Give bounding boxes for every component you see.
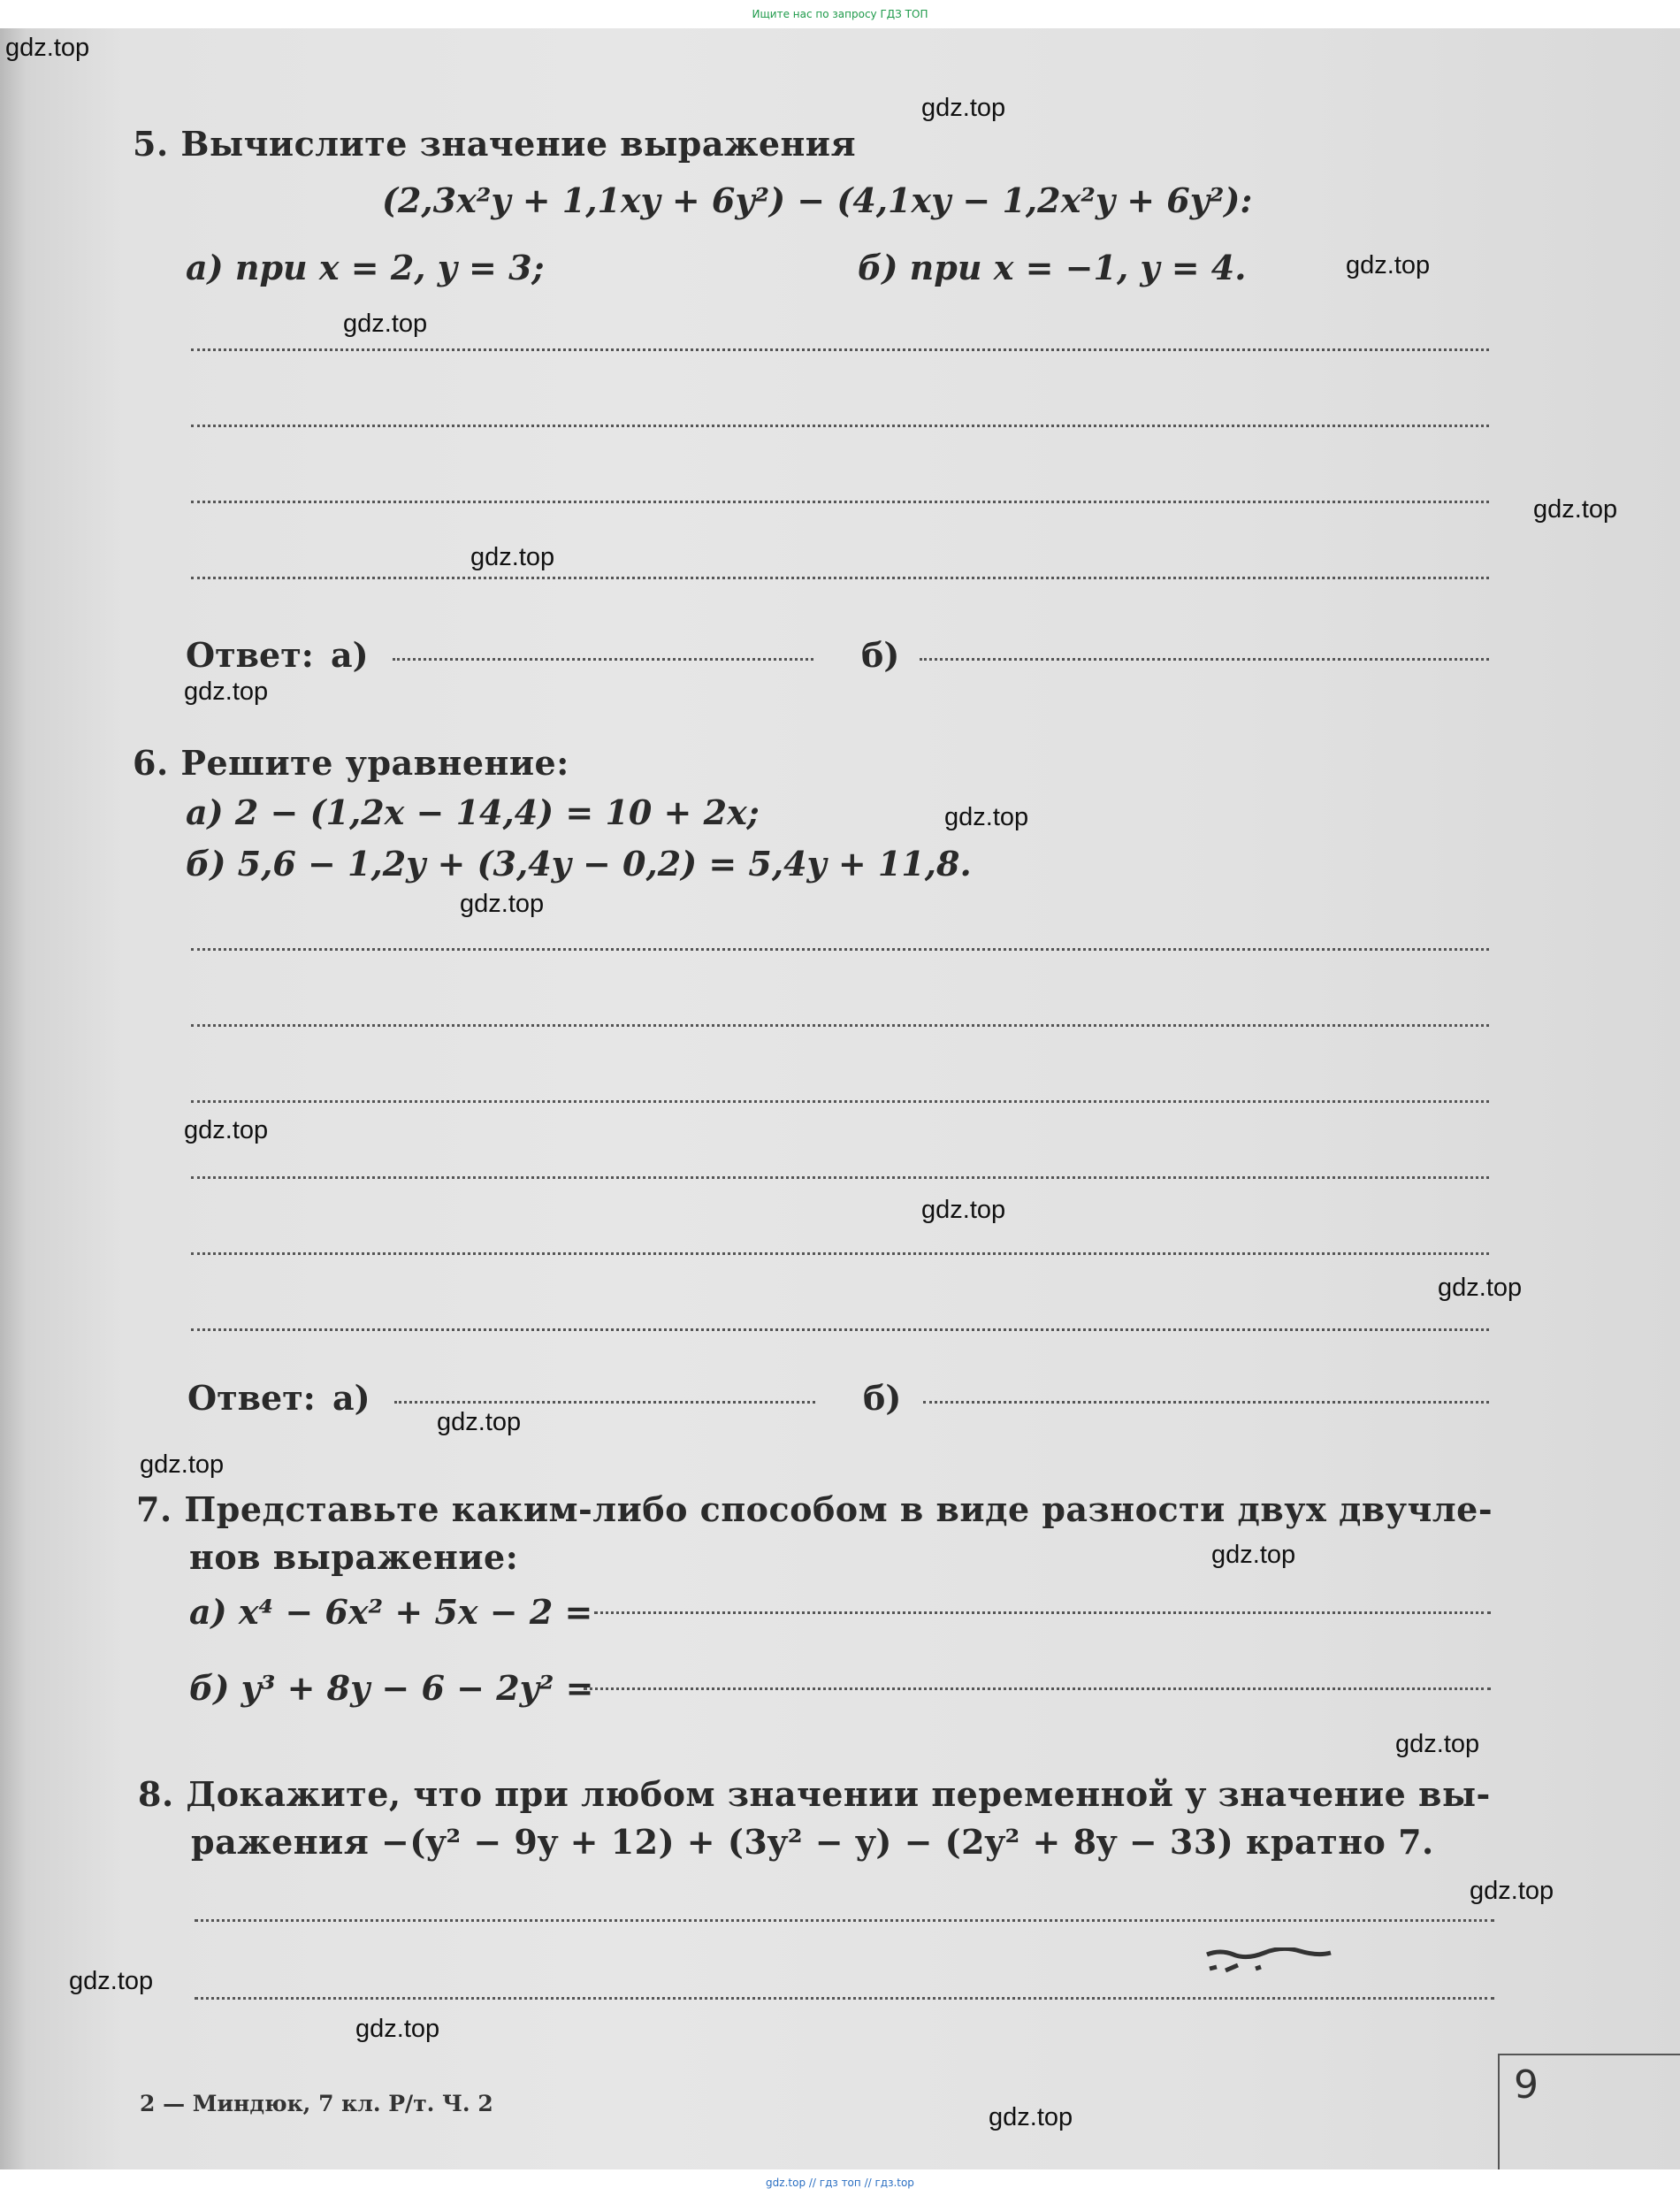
- task5-answer-b-line[interactable]: [920, 658, 1489, 661]
- watermark: gdz.top: [437, 1408, 522, 1436]
- watermark: gdz.top: [1533, 495, 1618, 524]
- page-number: 9: [1514, 2062, 1539, 2108]
- task5-expression: (2,3x²y + 1,1xy + 6y²) − (4,1xy − 1,2x²y + 6y²):: [382, 180, 1253, 220]
- answer-line[interactable]: [191, 1176, 1489, 1179]
- task6-answer-b-line[interactable]: [923, 1401, 1489, 1404]
- watermark: gdz.top: [1470, 1877, 1554, 1905]
- task7-part-a-line[interactable]: [594, 1611, 1491, 1614]
- task5-title: 5. Вычислите значение выражения: [133, 124, 857, 164]
- task5-answer-label: Ответ:: [186, 635, 314, 675]
- top-banner: Ищите нас по запросу ГДЗ ТОП: [0, 0, 1680, 28]
- page-number-frame-left: [1498, 2054, 1500, 2169]
- task8-line2: ражения −(y² − 9y + 12) + (3y² − y) − (2y² + 8y − 33) кратно 7.: [191, 1822, 1434, 1862]
- answer-line[interactable]: [191, 1100, 1489, 1103]
- bottom-banner: gdz.top // гдз топ // гдз.top: [0, 2169, 1680, 2196]
- answer-line[interactable]: [195, 1919, 1494, 1922]
- watermark: gdz.top: [355, 2015, 440, 2043]
- task6-part-a: а) 2 − (1,2x − 14,4) = 10 + 2x;: [186, 792, 760, 832]
- watermark: gdz.top: [69, 1967, 154, 1995]
- workbook-page: [0, 28, 1680, 2169]
- watermark: gdz.top: [343, 310, 428, 338]
- task5-answer-b-label: б): [861, 635, 900, 675]
- task6-title: 6. Решите уравнение:: [133, 743, 569, 783]
- watermark: gdz.top: [921, 94, 1006, 122]
- task7-part-a: а) x⁴ − 6x² + 5x − 2 =: [189, 1592, 593, 1632]
- answer-line[interactable]: [191, 1024, 1489, 1027]
- task7-part-b: б) y³ + 8y − 6 − 2y² =: [189, 1668, 594, 1708]
- task5-part-a: а) при x = 2, y = 3;: [186, 248, 545, 287]
- watermark: gdz.top: [184, 1116, 269, 1144]
- task6-part-b: б) 5,6 − 1,2y + (3,4y − 0,2) = 5,4y + 11,8.: [186, 844, 972, 884]
- answer-line[interactable]: [191, 1252, 1489, 1255]
- task6-answer-label: Ответ:: [187, 1378, 316, 1418]
- answer-line[interactable]: [191, 577, 1489, 579]
- watermark: gdz.top: [989, 2103, 1073, 2131]
- answer-line[interactable]: [191, 348, 1489, 351]
- watermark: gdz.top: [460, 890, 545, 918]
- watermark: gdz.top: [184, 677, 269, 706]
- task7-title-line1: 7. Представьте каким-либо способом в виде разности двух двучле-: [136, 1489, 1493, 1529]
- watermark: gdz.top: [140, 1450, 225, 1479]
- task6-answer-a-line[interactable]: [394, 1401, 815, 1404]
- answer-line[interactable]: [191, 948, 1489, 951]
- task6-answer-b-label: б): [863, 1378, 902, 1418]
- task6-answer-a-label: а): [332, 1378, 370, 1418]
- book-footer: 2 — Миндюк, 7 кл. Р/т. Ч. 2: [140, 2091, 493, 2116]
- task7-title-line2: нов выражение:: [189, 1537, 519, 1577]
- task5-part-b: б) при x = −1, y = 4.: [858, 248, 1247, 287]
- ink-smudge: [1203, 1947, 1335, 1979]
- answer-line[interactable]: [191, 425, 1489, 427]
- task5-answer-a-label: а): [331, 635, 369, 675]
- watermark: gdz.top: [1395, 1730, 1480, 1758]
- answer-line[interactable]: [191, 1328, 1489, 1331]
- task5-answer-a-line[interactable]: [393, 658, 813, 661]
- watermark: gdz.top: [921, 1196, 1006, 1224]
- watermark: gdz.top: [5, 34, 90, 62]
- task7-part-b-line[interactable]: [584, 1687, 1491, 1690]
- watermark: gdz.top: [470, 543, 555, 571]
- task8-line1: 8. Докажите, что при любом значении переменной y значение вы-: [138, 1774, 1491, 1814]
- watermark: gdz.top: [1211, 1541, 1296, 1569]
- answer-line[interactable]: [191, 501, 1489, 503]
- answer-line[interactable]: [195, 1997, 1494, 2000]
- watermark: gdz.top: [944, 803, 1029, 831]
- watermark: gdz.top: [1438, 1274, 1523, 1302]
- watermark: gdz.top: [1346, 251, 1431, 279]
- page-number-frame-top: [1498, 2054, 1680, 2055]
